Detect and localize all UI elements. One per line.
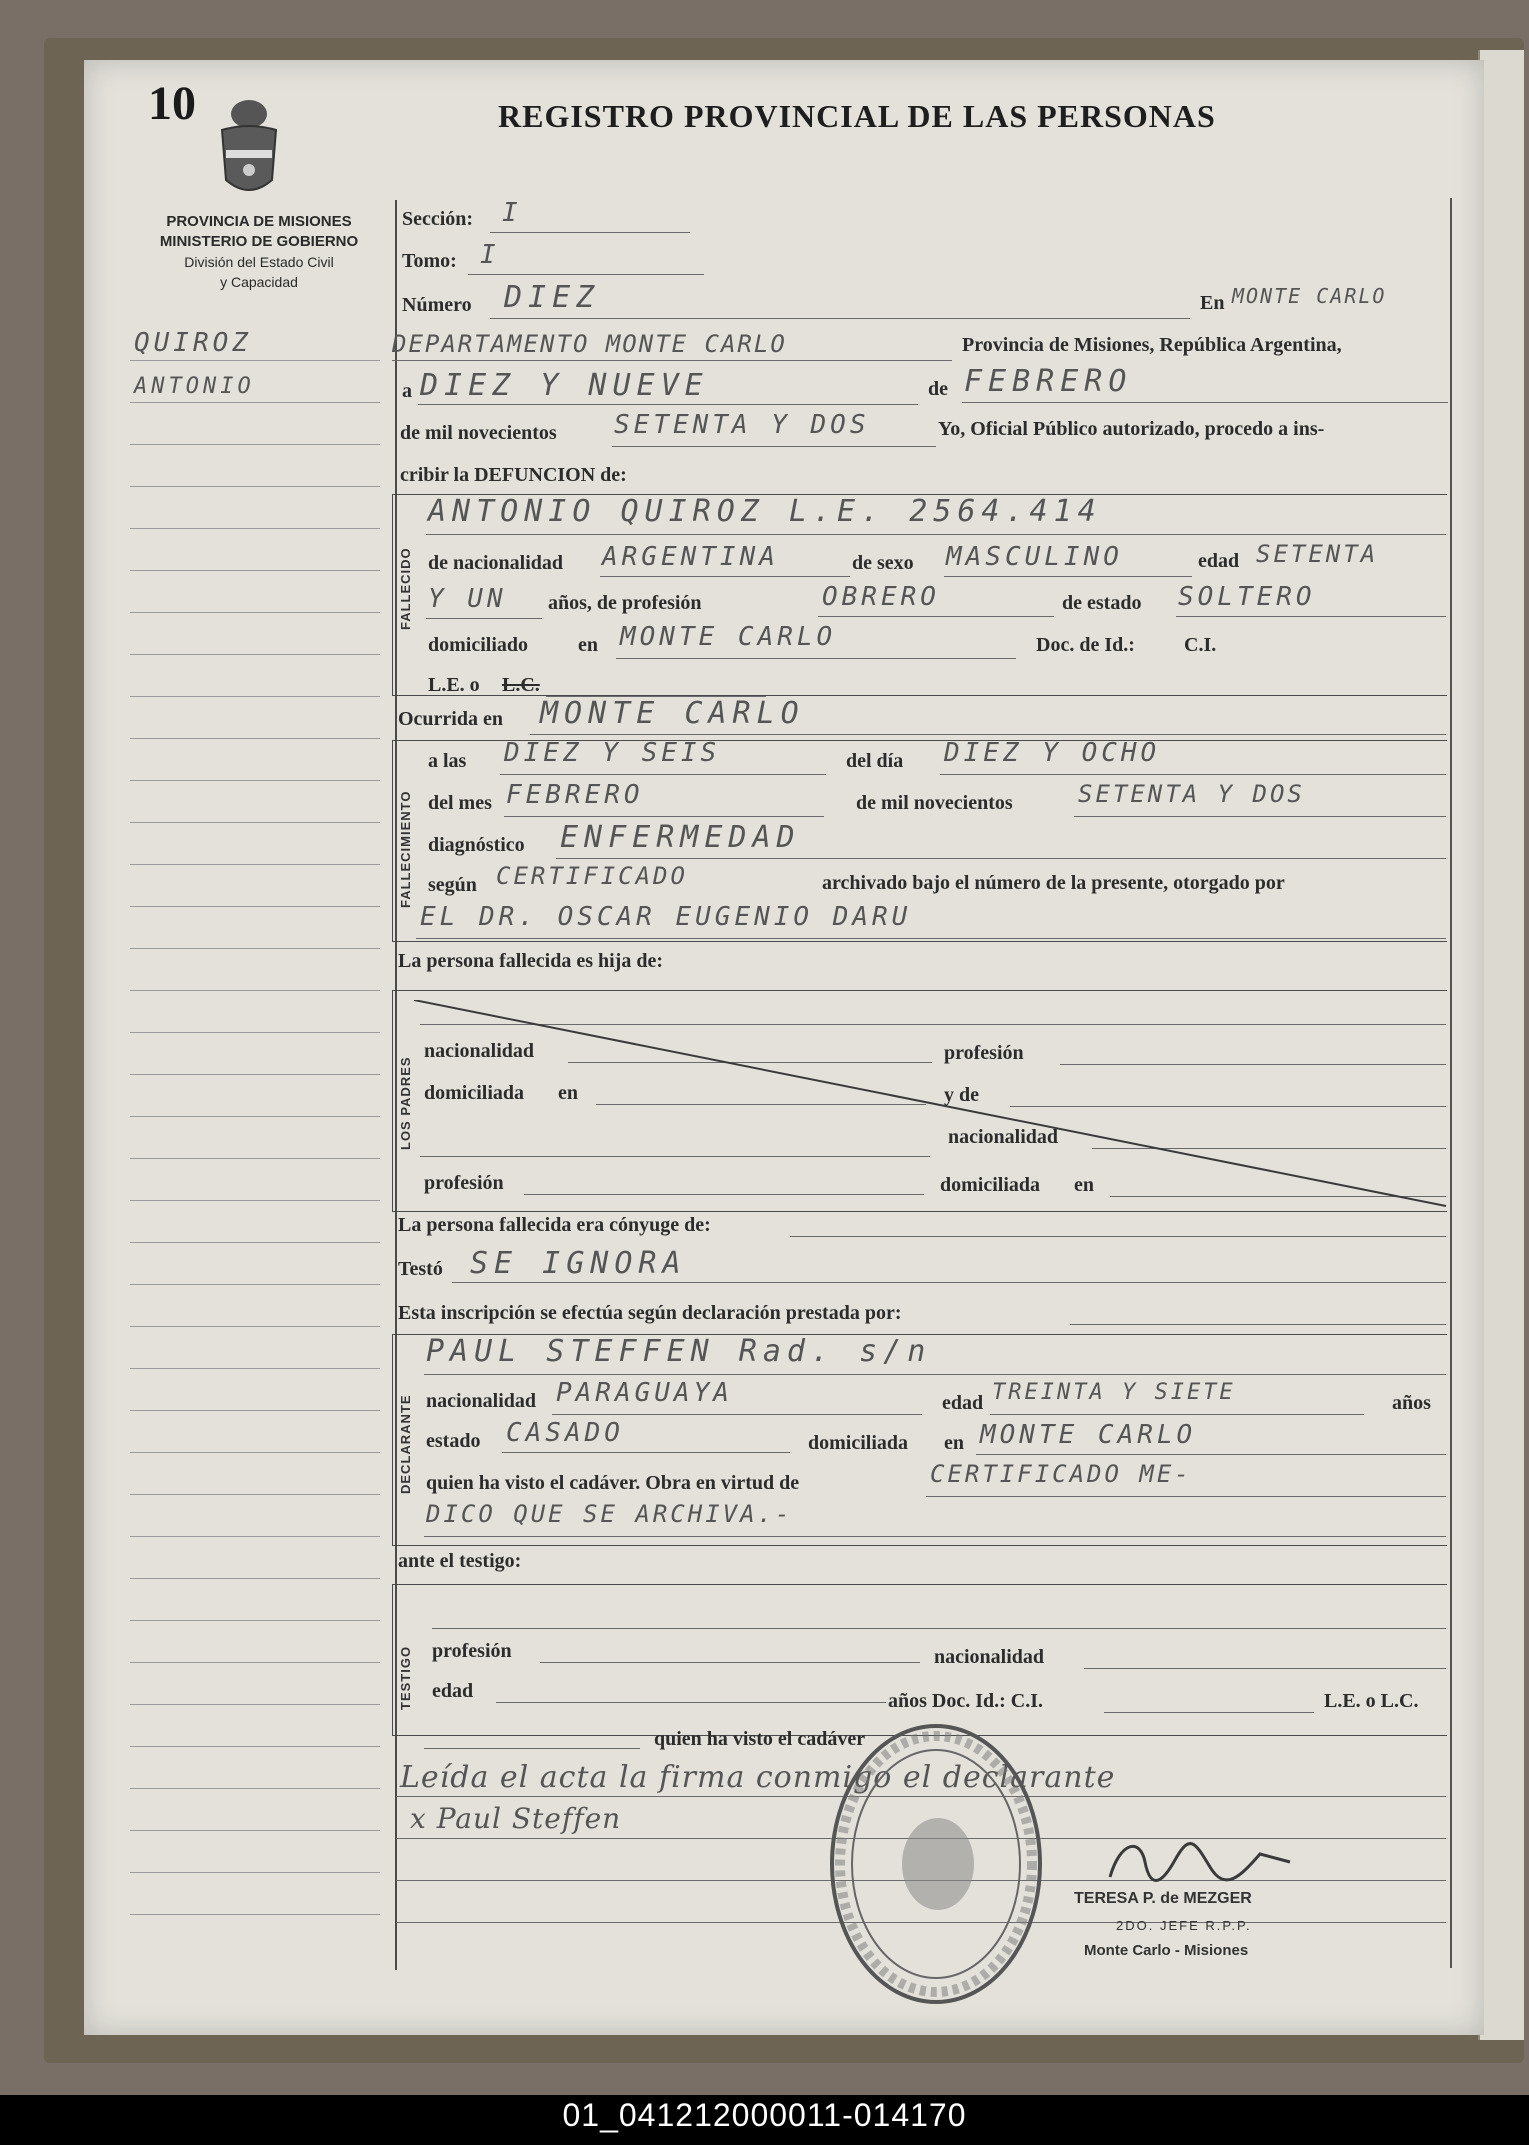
testigo-quien-text: quien ha visto el cadáver	[654, 1728, 866, 1750]
testigo-doc-label: años Doc. Id.: C.I.	[888, 1690, 1044, 1712]
inscribir-text: cribir la DEFUNCION de:	[400, 464, 627, 486]
provincia-text: Provincia de Misiones, República Argentina,	[962, 334, 1342, 356]
alas-label: a las	[428, 750, 467, 772]
division-subname: y Capacidad	[220, 274, 298, 290]
anio-fallec-value: SETENTA Y DOS	[1078, 780, 1305, 808]
declarante-domicilio-value: MONTE CARLO	[980, 1420, 1197, 1450]
edad-value-b: Y UN	[428, 584, 507, 614]
ministry-name: MINISTERIO DE GOBIERNO	[159, 233, 359, 250]
seccion-value: I	[502, 198, 522, 228]
domicilio-label: domiciliado	[428, 634, 529, 656]
mil-label: de mil novecientos	[400, 422, 557, 444]
dia-value: DIEZ Y NUEVE	[420, 368, 709, 403]
declarante-estado-label: estado	[426, 1430, 481, 1452]
coat-of-arms-icon	[210, 92, 288, 200]
obra-value-b: DICO QUE SE ARCHIVA.-	[426, 1500, 793, 1528]
diagnostico-value: ENFERMEDAD	[560, 820, 801, 855]
margin-given-name: ANTONIO	[134, 374, 255, 399]
right-border	[1450, 198, 1452, 1968]
testigo-nacionalidad-label: nacionalidad	[934, 1646, 1045, 1668]
departamento-value: DEPARTAMENTO MONTE CARLO	[392, 330, 787, 358]
tomo-value: I	[480, 240, 500, 270]
edad-label: edad	[1198, 550, 1240, 572]
numero-label: Número	[402, 294, 472, 316]
madre-profesion-label: profesión	[424, 1172, 504, 1194]
obra-value-a: CERTIFICADO ME-	[930, 1460, 1192, 1488]
numero-value: DIEZ	[504, 280, 601, 315]
declarante-name: PAUL STEFFEN Rad. s/n	[426, 1334, 932, 1369]
de-label: de	[928, 378, 948, 400]
fallecido-name: ANTONIO QUIROZ L.E. 2564.414	[428, 494, 1102, 529]
madre-domiciliada-label: domiciliada	[940, 1174, 1041, 1196]
estado-value: SOLTERO	[1178, 582, 1316, 612]
ante-text: ante el testigo:	[398, 1550, 522, 1572]
declarante-anios-label: años	[1392, 1392, 1431, 1414]
testigo-section	[392, 1584, 1447, 1736]
sexo-label: de sexo	[852, 552, 914, 574]
declarante-domiciliada-label: domiciliada	[808, 1432, 909, 1454]
le-struck: L.C.	[502, 674, 540, 696]
declarante-nacionalidad-value: PARAGUAYA	[556, 1378, 733, 1408]
doc-label: Doc. de Id.:	[1036, 634, 1135, 656]
division-name: División del Estado Civil	[184, 254, 334, 270]
sexo-value: MASCULINO	[946, 542, 1123, 572]
leida-text: Leída el acta la firma conmigo el declarante	[400, 1760, 1116, 1795]
estado-label: de estado	[1062, 592, 1142, 614]
official-stamp-icon	[826, 1718, 1046, 2010]
domicilio-en-label: en	[578, 634, 598, 656]
yde-label: y de	[944, 1084, 979, 1106]
page-title: REGISTRO PROVINCIAL DE LAS PERSONAS	[498, 98, 1216, 134]
domicilio-value: MONTE CARLO	[620, 622, 837, 652]
testigo-le-label: L.E. o L.C.	[1324, 1690, 1419, 1712]
anio-value: SETENTA Y DOS	[614, 410, 870, 440]
ocurrida-label: Ocurrida en	[398, 708, 503, 730]
page-number: 10	[148, 77, 196, 130]
conyuge-text: La persona fallecida era cónyuge de:	[398, 1214, 711, 1236]
signatory-place: Monte Carlo - Misiones	[1084, 1942, 1249, 1959]
issuing-authority	[128, 212, 390, 292]
nacionalidad-label: de nacionalidad	[428, 552, 564, 574]
padre-en-label: en	[558, 1082, 578, 1104]
le-label: L.E. o	[428, 674, 480, 696]
province-name: PROVINCIA DE MISIONES	[166, 213, 352, 230]
testigo-edad-label: edad	[432, 1680, 474, 1702]
image-caption: 01_041212000011-014170	[562, 2097, 967, 2133]
padre-domiciliada-label: domiciliada	[424, 1082, 525, 1104]
segun-label: según	[428, 874, 477, 896]
testo-label: Testó	[398, 1258, 443, 1280]
hija-text: La persona fallecida es hija de:	[398, 950, 663, 972]
declarante-estado-value: CASADO	[506, 1418, 624, 1448]
declarante-section-label: DECLARANTE	[398, 1394, 413, 1494]
segun-value: CERTIFICADO	[496, 862, 688, 890]
anios-label: años, de profesión	[548, 592, 702, 614]
declarante-en-label: en	[944, 1432, 964, 1454]
madre-nacionalidad-label: nacionalidad	[948, 1126, 1059, 1148]
doc-value: C.I.	[1184, 634, 1217, 656]
declarante-edad-value: TREINTA Y SIETE	[992, 1380, 1236, 1405]
padre-nacionalidad-label: nacionalidad	[424, 1040, 535, 1062]
signatory-role: 2DO. JEFE R.P.P.	[1116, 1918, 1252, 1933]
margin-ruled-lines	[130, 360, 380, 1930]
testo-value: SE IGNORA	[470, 1246, 687, 1281]
declaracion-text: Esta inscripción se efectúa según declaración prestada por:	[398, 1302, 902, 1324]
testigo-profesion-label: profesión	[432, 1640, 512, 1662]
deldia-label: del día	[846, 750, 904, 772]
fallecido-section-label: FALLECIDO	[398, 547, 413, 630]
declarante-nacionalidad-label: nacionalidad	[426, 1390, 537, 1412]
firma-text: x Paul Steffen	[410, 1802, 622, 1835]
dia-fallec-value: DIEZ Y OCHO	[944, 738, 1161, 768]
tomo-label: Tomo:	[402, 250, 457, 272]
diagnostico-label: diagnóstico	[428, 834, 525, 856]
madre-en-label: en	[1074, 1174, 1094, 1196]
declarante-edad-label: edad	[942, 1392, 984, 1414]
ocurrida-value: MONTE CARLO	[540, 696, 805, 731]
mes-value: FEBRERO	[964, 364, 1133, 399]
testigo-section-label: TESTIGO	[398, 1645, 413, 1710]
cross-out-line	[414, 1000, 1448, 1210]
next-page-edge	[1478, 50, 1524, 2040]
en-label: En	[1200, 292, 1225, 314]
mil-fallec-label: de mil novecientos	[856, 792, 1013, 814]
otorgado-value: EL DR. OSCAR EUGENIO DARU	[420, 902, 912, 932]
delmes-label: del mes	[428, 792, 492, 814]
nacionalidad-value: ARGENTINA	[602, 542, 779, 572]
edad-value-a: SETENTA	[1256, 540, 1379, 568]
fallecimiento-section-label: FALLECIMIENTO	[398, 790, 413, 908]
profesion-value: OBRERO	[822, 582, 940, 612]
padres-section-label: LOS PADRES	[398, 1056, 413, 1150]
en-value: MONTE CARLO	[1232, 284, 1387, 308]
mes-fallec-value: FEBRERO	[506, 780, 644, 810]
padre-profesion-label: profesión	[944, 1042, 1024, 1064]
oficial-text: Yo, Oficial Público autorizado, procedo a ins-	[938, 418, 1325, 440]
signatory-name: TERESA P. de MEZGER	[1074, 1890, 1252, 1907]
quien-text: quien ha visto el cadáver. Obra en virtud de	[426, 1472, 800, 1494]
margin-surname: QUIROZ	[134, 328, 252, 358]
a-label: a	[402, 380, 412, 402]
archivado-text: archivado bajo el número de la presente, otorgado por	[822, 872, 1285, 894]
hora-value: DIEZ Y SEIS	[504, 738, 721, 768]
seccion-label: Sección:	[402, 208, 474, 230]
